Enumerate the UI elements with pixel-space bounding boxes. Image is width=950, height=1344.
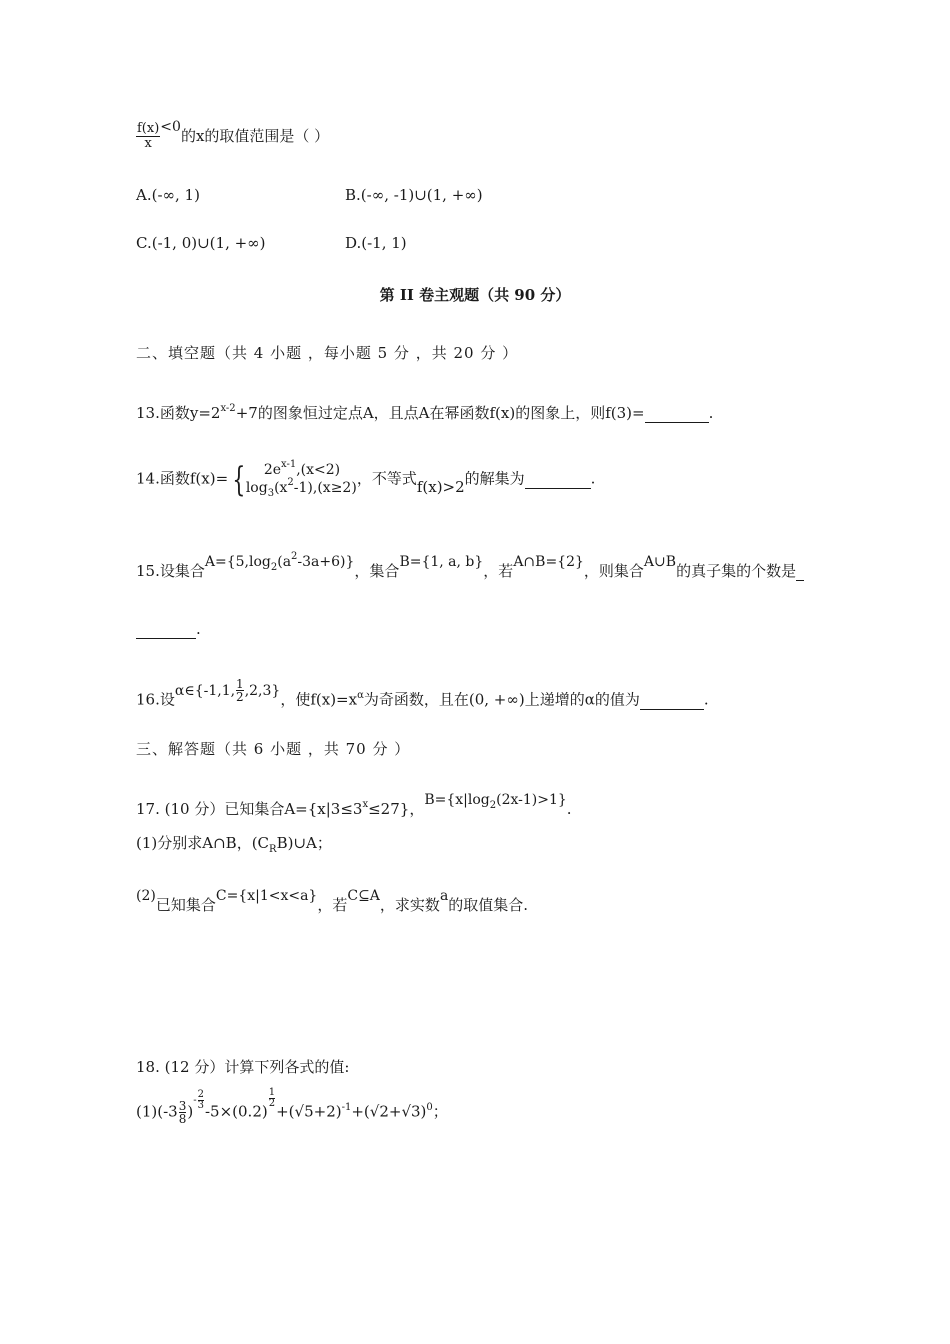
q17-m2b: (2x-1)>1} bbox=[496, 792, 567, 808]
q15-math-3: A∩B={2} bbox=[513, 554, 584, 570]
q12-option-a bbox=[136, 186, 200, 204]
question-17-part-2 bbox=[136, 888, 529, 915]
section2-header: 二、填空题（共 4 小题 ，每小题 5 分 ，共 20 分 ） bbox=[136, 344, 519, 362]
q15-text-6: . bbox=[196, 620, 201, 638]
q12-ineq: <0 bbox=[160, 118, 181, 135]
q12-frac-den: x bbox=[144, 136, 152, 152]
option-value: (-1, 0)∪(1, +∞) bbox=[151, 234, 266, 252]
option-label: A. bbox=[136, 186, 152, 204]
q13-math-1-sup: x-2 bbox=[220, 403, 236, 414]
q15-m1b: (a bbox=[277, 554, 292, 570]
q12-option-b bbox=[345, 186, 483, 204]
q12-option-d bbox=[345, 234, 407, 252]
answer-blank bbox=[136, 620, 196, 639]
question-number: 13. bbox=[136, 404, 160, 422]
question-17 bbox=[136, 792, 572, 819]
q17-head: 17. (10 分）已知集合 bbox=[136, 800, 285, 818]
case2-b: (x bbox=[274, 479, 288, 496]
question-number: 15. bbox=[136, 562, 160, 580]
q18-e2: ) bbox=[187, 1102, 194, 1121]
q18-e4: +(√5+2) bbox=[276, 1102, 342, 1121]
q14-piecewise bbox=[245, 459, 357, 499]
q15-m1a: A={5,log bbox=[204, 554, 271, 570]
case2-a: log bbox=[245, 479, 268, 496]
q15-text-1: 设集合 bbox=[159, 562, 205, 580]
frac-den: 3 bbox=[197, 1099, 204, 1111]
q15-math-1 bbox=[204, 551, 355, 573]
q14-text-2: ，不等式 bbox=[356, 469, 417, 488]
q13-text-3: 的图象上，则 bbox=[515, 404, 606, 422]
q12-option-c bbox=[136, 234, 266, 252]
q17-p1-m2b: B)∪A bbox=[276, 834, 317, 852]
q17-math-1b: ≤27} bbox=[368, 800, 410, 818]
frac-den: 2 bbox=[236, 690, 244, 704]
question-16 bbox=[136, 677, 709, 713]
question-14 bbox=[136, 459, 596, 500]
exp-fraction bbox=[269, 1088, 275, 1109]
answer-blank bbox=[645, 404, 709, 423]
q13-text-4: . bbox=[708, 404, 714, 422]
question-15 bbox=[136, 551, 804, 581]
q17-p1-label: (1)分别求 bbox=[136, 834, 203, 852]
case2-c: -1),(x≥2) bbox=[293, 479, 357, 496]
option-label: B. bbox=[345, 186, 361, 204]
q14-math-2: f(x)>2 bbox=[416, 477, 465, 496]
left-brace: { bbox=[232, 459, 246, 500]
q17-p2-math-2: C⊆A bbox=[347, 888, 380, 904]
q18-end: ； bbox=[432, 1102, 448, 1121]
q14-text-3: 的解集为 bbox=[464, 469, 525, 488]
frac-num: 1 bbox=[268, 1087, 276, 1098]
option-value: (-∞, -1)∪(1, +∞) bbox=[360, 186, 483, 204]
case1-a: 2e bbox=[263, 462, 282, 478]
q13-math-2: f(x) bbox=[489, 404, 516, 422]
q17-p2-math-3: a bbox=[439, 888, 449, 904]
question-15-continued bbox=[136, 620, 201, 639]
question-13 bbox=[136, 404, 713, 423]
q16-math-4: α bbox=[584, 690, 595, 709]
frac-den: 2 bbox=[268, 1098, 276, 1109]
q12-frac-num: f(x) bbox=[137, 121, 160, 136]
frac-num: 3 bbox=[178, 1099, 187, 1113]
frac-num: 2 bbox=[197, 1088, 204, 1100]
option-value: (-1, 1) bbox=[361, 234, 407, 252]
q17-p2-text-4: 的取值集合. bbox=[448, 896, 529, 914]
q14-case-2 bbox=[245, 476, 357, 499]
q16-text-4: 上递增的 bbox=[524, 690, 585, 709]
q17-math-2 bbox=[424, 792, 567, 811]
q12-fraction bbox=[136, 122, 160, 152]
q16-text-2: ，使 bbox=[280, 690, 311, 709]
answer-blank bbox=[640, 691, 704, 710]
q18-e4-sup: -1 bbox=[341, 1101, 352, 1113]
question-17-part-1 bbox=[136, 834, 332, 855]
q16-fraction bbox=[236, 678, 244, 703]
q17-p2-math-1: C={x|1<x<a} bbox=[215, 888, 318, 904]
q15-m1c: -3a+6)} bbox=[297, 554, 355, 570]
q16-math-2: f(x)=x bbox=[310, 690, 358, 709]
section3-header: 三、解答题（共 6 小题 ，共 70 分 ） bbox=[136, 740, 411, 758]
q17-end: . bbox=[566, 800, 572, 818]
q17-p2-text-1: 已知集合 bbox=[155, 896, 216, 914]
q17-p2-label: (2) bbox=[136, 888, 156, 904]
q17-p1-m2-sub: R bbox=[269, 844, 277, 855]
frac-num: 1 bbox=[236, 677, 244, 691]
q16-text-6: . bbox=[703, 690, 709, 709]
q16-math-2-sup: α bbox=[357, 689, 364, 701]
option-label: C. bbox=[136, 234, 152, 252]
q13-math-3: f(3)= bbox=[605, 404, 645, 422]
question-number: 14. bbox=[136, 469, 160, 488]
q16-text-1: 设 bbox=[159, 690, 175, 709]
q16-m1a: α∈{-1,1, bbox=[174, 682, 236, 699]
q12-text: 的x的取值范围是（ ） bbox=[180, 126, 330, 145]
case2-sub: 3 bbox=[267, 487, 275, 499]
q18-e3: -5×(0.2) bbox=[204, 1102, 268, 1121]
case1-sup: x-1 bbox=[281, 459, 297, 470]
q18-e5-sup: 0 bbox=[426, 1101, 433, 1113]
q18-p1-label: (1) bbox=[136, 1102, 158, 1121]
q15-m1-sub: 2 bbox=[270, 562, 278, 573]
q15-text-4: ，则集合 bbox=[583, 562, 644, 580]
q17-math-1-sup: x bbox=[362, 799, 369, 810]
q16-math-3: (0, +∞) bbox=[468, 690, 525, 709]
q17-m2a: B={x|log bbox=[424, 792, 490, 808]
q15-math-2: B={1, a, b} bbox=[399, 554, 484, 570]
option-value: (-∞, 1) bbox=[151, 186, 200, 204]
q15-math-4: A∪B bbox=[643, 554, 677, 570]
exp-fraction bbox=[198, 1090, 204, 1111]
option-label: D. bbox=[345, 234, 362, 252]
question-18 bbox=[136, 1058, 349, 1076]
q17-p2-text-3: ，求实数 bbox=[379, 896, 440, 914]
q15-text-3: ，若 bbox=[483, 562, 514, 580]
q12-stem bbox=[136, 118, 330, 152]
q17-p1-m2a: (C bbox=[251, 834, 270, 852]
q17-p1-math-1: A∩B bbox=[202, 834, 237, 852]
q17-p2-text-2: ，若 bbox=[317, 896, 348, 914]
q13-text-1: 函数 bbox=[159, 404, 190, 422]
q16-m1b: ,2,3} bbox=[244, 682, 281, 699]
q14-case-1 bbox=[246, 459, 357, 480]
q16-text-5: 的值为 bbox=[594, 690, 640, 709]
q15-text-2: ，集合 bbox=[354, 562, 400, 580]
q18-exponent-2 bbox=[268, 1088, 276, 1109]
q14-text-4: . bbox=[590, 469, 596, 488]
q16-math-1 bbox=[174, 677, 281, 704]
answer-blank bbox=[796, 562, 804, 581]
frac-den: 8 bbox=[178, 1112, 187, 1126]
q13-math-1a: y=2 bbox=[189, 404, 221, 422]
answer-blank bbox=[525, 470, 591, 489]
q17-math-1a: A={x|3≤3 bbox=[284, 800, 363, 818]
q14-math-1: f(x)= bbox=[189, 469, 229, 488]
q18-exponent-1: - $\frac{2}{3}$ bbox=[193, 1088, 204, 1111]
q17-m2-sub: 2 bbox=[489, 800, 497, 811]
q15-m1-sup: 2 bbox=[291, 551, 298, 562]
q16-text-3: 为奇函数，且在 bbox=[363, 690, 469, 709]
q14-text-1: 函数 bbox=[159, 469, 190, 488]
q18-e5: +(√2+√3) bbox=[351, 1102, 427, 1121]
q17-p1-sep: ， bbox=[236, 834, 252, 852]
q18-head: 18. (12 分）计算下列各式的值: bbox=[136, 1058, 350, 1076]
q18-e1: (-3 bbox=[157, 1102, 178, 1121]
case1-b: ,(x<2) bbox=[296, 462, 341, 478]
part2-title: 第 II 卷主观题（共 90 分） bbox=[379, 286, 571, 304]
q17-sep: ， bbox=[409, 800, 425, 818]
case2-sup: 2 bbox=[287, 476, 294, 488]
q15-text-5: 的真子集的个数是 bbox=[676, 562, 797, 580]
q17-p1-end: ； bbox=[316, 834, 332, 852]
question-18-part-1 bbox=[136, 1087, 448, 1126]
q13-text-2: 的图象恒过定点A，且点A在幂函数 bbox=[257, 404, 490, 422]
question-number: 16. bbox=[136, 690, 160, 709]
q18-mixed-fraction bbox=[179, 1100, 187, 1125]
q13-math-1b: +7 bbox=[235, 404, 258, 422]
